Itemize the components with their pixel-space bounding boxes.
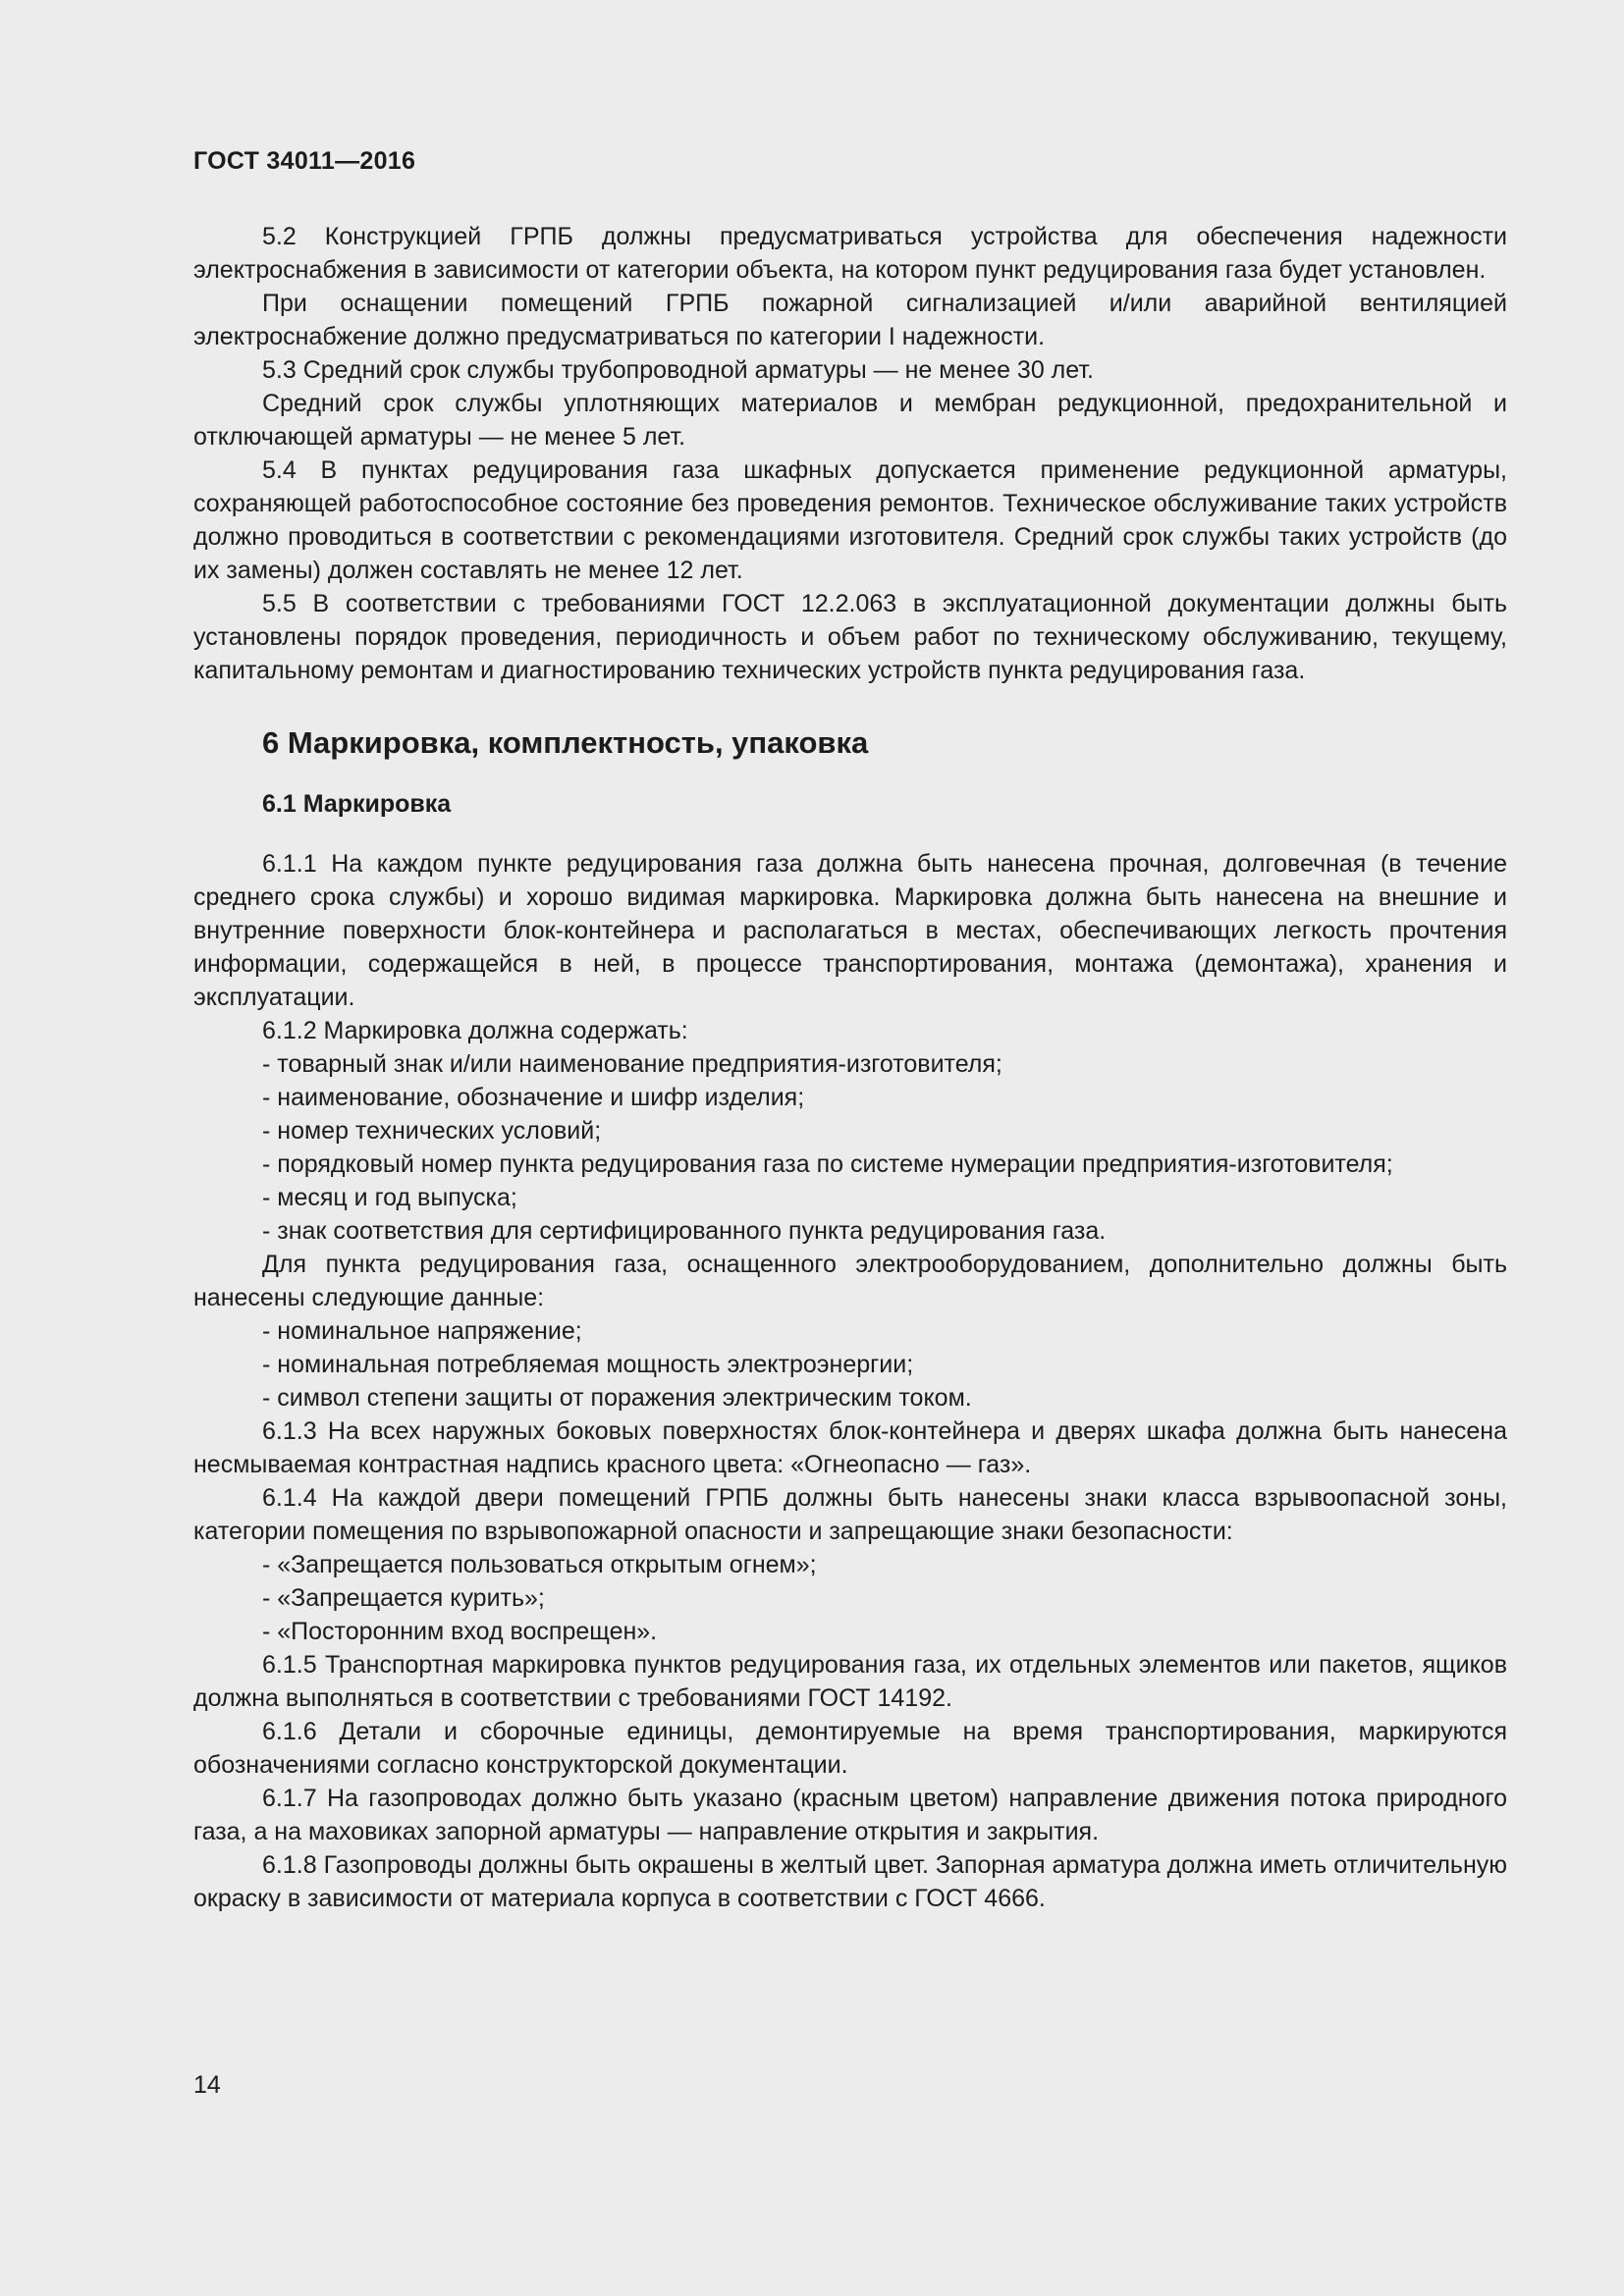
paragraph-6-1-4: 6.1.4 На каждой двери помещений ГРПБ должны быть нанесены знаки класса взрывоопасной зоны, категории помещения по взрывопожарной опасности и запрещающие знаки безопасности: (193, 1484, 1507, 1545)
document-body (193, 220, 1507, 1915)
list-item: - «Запрещается пользоваться открытым огнем»; (262, 1551, 817, 1578)
section-heading: 6 Маркировка, комплектность, упаковка (262, 725, 869, 760)
list-item: - порядковый номер пункта редуцирования газа по системе нумерации предприятия-изготовителя; (262, 1150, 1393, 1178)
list-item: - номер технических условий; (262, 1117, 602, 1145)
marking-section (193, 847, 1507, 1915)
paragraph-5-2: 5.2 Конструкцией ГРПБ должны предусматриваться устройства для обеспечения надежности электроснабжения в зависимости от категории объекта, на котором пункт редуцирования газа будет установлен. (193, 223, 1507, 284)
paragraph-6-1-7: 6.1.7 На газопроводах должно быть указано (красным цветом) направление движения потока природного газа, а на маховиках запорной арматуры — направление открытия и закрытия. (193, 1785, 1507, 1845)
paragraph-5-2-fire-alarm: При оснащении помещений ГРПБ пожарной сигнализацией и/или аварийной вентиляцией электроснабжение должно предусматриваться по категории I надежности. (193, 290, 1507, 350)
paragraph-6-1-6: 6.1.6 Детали и сборочные единицы, демонтируемые на время транспортирования, маркируются обозначениями согласно конструкторской документации. (193, 1718, 1507, 1779)
paragraph-5-3-seals: Средний срок службы уплотняющих материалов и мембран редукционной, предохранительной и отключающей арматуры — не менее 5 лет. (193, 390, 1507, 451)
page-number: 14 (193, 2071, 221, 2099)
paragraph-5-5: 5.5 В соответствии с требованиями ГОСТ 12.2.063 в эксплуатационной документации должны быть установлены порядок проведения, периодичность и объем работ по техническому обслуживанию, текущему, капитальному ремонтам и диагностированию технических устройств пункта редуцирования газа. (193, 590, 1507, 684)
paragraph-5-4: 5.4 В пунктах редуцирования газа шкафных допускается применение редукционной арматуры, сохраняющей работоспособное состояние без проведения ремонтов. Техническое обслуживание таких устройств должно проводиться в соответствии с рекомендациями изготовителя. Средний срок службы таких устройств (до их замены) должен составлять не менее 12 лет. (193, 456, 1507, 584)
list-item: - знак соответствия для сертифицированного пункта редуцирования газа. (262, 1217, 1107, 1245)
list-item: - наименование, обозначение и шифр изделия; (262, 1084, 805, 1111)
list-item: - символ степени защиты от поражения электрическим током. (262, 1384, 972, 1412)
paragraph-6-1-1: 6.1.1 На каждом пункте редуцирования газа должна быть нанесена прочная, долговечная (в течение среднего срока службы) и хорошо видимая маркировка. Маркировка должна быть нанесена на внешние и внутренние поверхности блок-контейнера и располагаться в местах, обеспечивающих легкость прочтения информации, содержащейся в ней, в процессе транспортирования, монтажа (демонтажа), хранения и эксплуатации. (193, 850, 1507, 1011)
list-item: - «Посторонним вход воспрещен». (262, 1618, 658, 1645)
list-item: - месяц и год выпуска; (262, 1184, 517, 1211)
list-item: - номинальная потребляемая мощность электроэнергии; (262, 1351, 914, 1378)
paragraph-electrical: Для пункта редуцирования газа, оснащенного электрооборудованием, дополнительно должны быть нанесены следующие данные: (193, 1251, 1507, 1311)
paragraph-6-1-5: 6.1.5 Транспортная маркировка пунктов редуцирования газа, их отдельных элементов или пакетов, ящиков должна выполняться в соответствии с требованиями ГОСТ 14192. (193, 1651, 1507, 1712)
paragraph-6-1-2: 6.1.2 Маркировка должна содержать: (262, 1017, 688, 1044)
paragraph-5-3: 5.3 Средний срок службы трубопроводной арматуры — не менее 30 лет. (262, 356, 1094, 384)
document-header: ГОСТ 34011—2016 (193, 147, 416, 175)
paragraph-6-1-8: 6.1.8 Газопроводы должны быть окрашены в желтый цвет. Запорная арматура должна иметь отличительную окраску в зависимости от материала корпуса в соответствии с ГОСТ 4666. (193, 1851, 1507, 1912)
list-item: - «Запрещается курить»; (262, 1584, 545, 1612)
subsection-heading: 6.1 Маркировка (262, 790, 452, 818)
paragraph-6-1-3: 6.1.3 На всех наружных боковых поверхностях блок-контейнера и дверях шкафа должна быть нанесена несмываемая контрастная надпись красного цвета: «Огнеопасно — газ». (193, 1417, 1507, 1478)
list-item: - номинальное напряжение; (262, 1317, 582, 1345)
list-item: - товарный знак и/или наименование предприятия-изготовителя; (262, 1050, 1002, 1078)
